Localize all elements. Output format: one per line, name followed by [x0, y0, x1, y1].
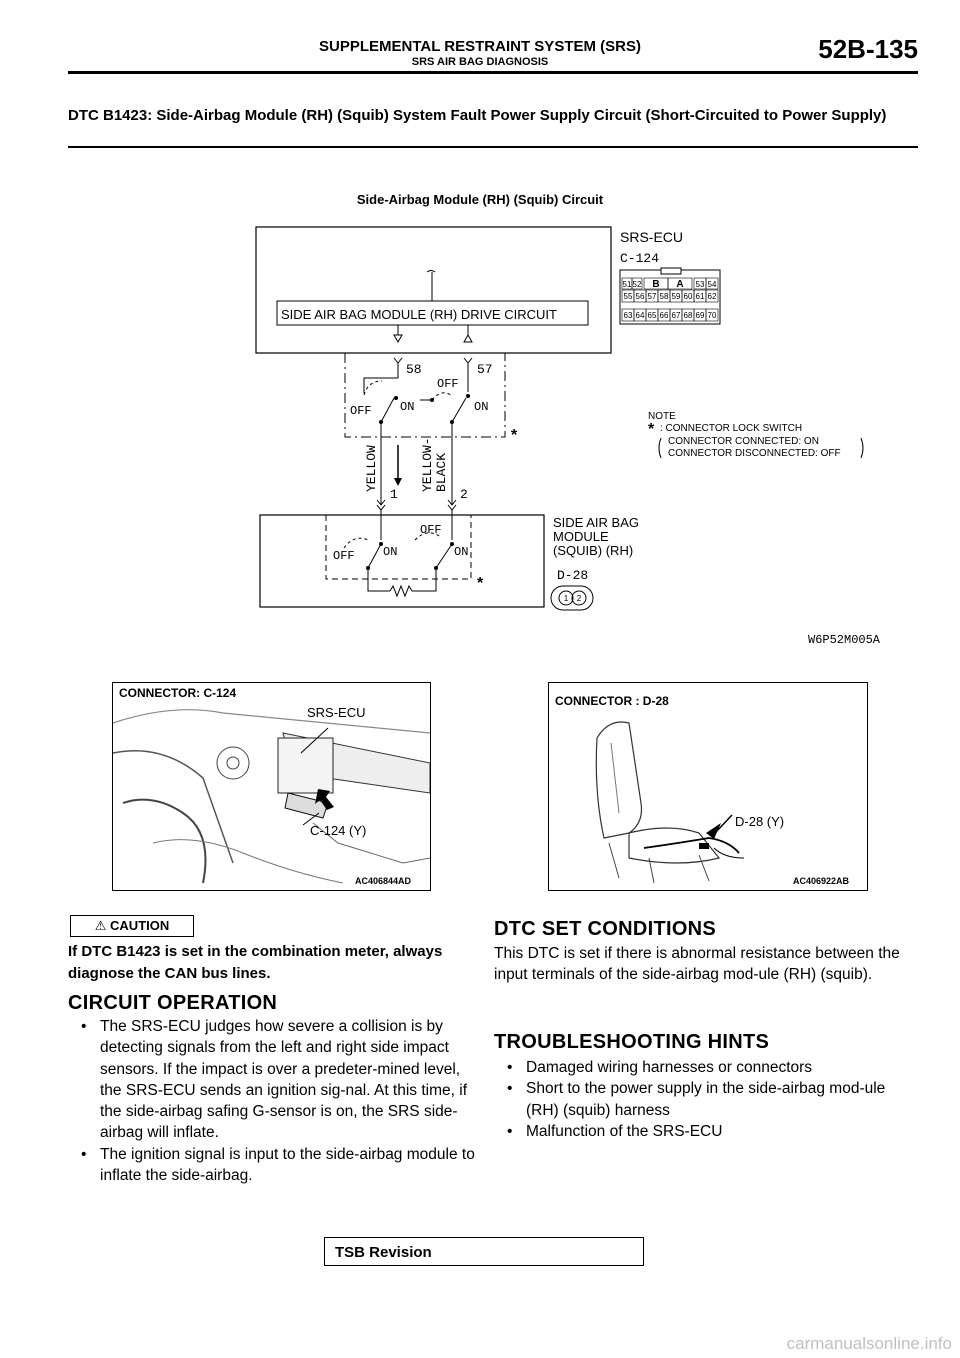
photo-code-suffix: AD — [398, 876, 412, 886]
note-star: * — [648, 421, 655, 438]
caution-text: If DTC B1423 is set in the combination meter, always diagnose the CAN bus lines. — [68, 943, 443, 982]
conn-pin: 64 — [635, 311, 645, 320]
photo-left-callout: C-124 (Y) — [310, 823, 367, 838]
diagram-title: Side-Airbag Module (RH) (Squib) Circuit — [356, 192, 604, 207]
switch-on: ON — [400, 400, 415, 414]
d28-pin: 2 — [576, 594, 582, 603]
conn-pin: 57 — [647, 292, 657, 301]
connector-d28-photo — [548, 682, 868, 891]
conn-pin: 63 — [623, 311, 633, 320]
module-label: (SQUIB) (RH) — [553, 543, 634, 558]
caution-box — [70, 915, 194, 937]
conn-pin: 58 — [659, 292, 669, 301]
ecu-connector-label: C-124 — [620, 251, 660, 266]
list-item: • The SRS-ECU judges how severe a collision is by detecting signals from the left and right side impact sensors. If the impact is over a predeter-mined level, the SRS-ECU sends an ignition sig-nal. At this time, if the side-airbag safing G-sensor is on, the SRS side-airbag will inflate. — [68, 1016, 480, 1144]
switch-off: OFF — [350, 404, 372, 418]
wire-yellow: YELLOW — [364, 445, 379, 492]
conn-pin: 69 — [695, 311, 705, 320]
section-title: SUPPLEMENTAL RESTRAINT SYSTEM (SRS) — [319, 38, 641, 55]
tsb-revision-box: TSB Revision — [324, 1237, 644, 1266]
photo-left-label: CONNECTOR: C-124 — [119, 686, 237, 700]
section-subtitle: SRS AIR BAG DIAGNOSIS — [411, 56, 549, 68]
photo-right-label: CONNECTOR : D-28 — [555, 694, 669, 708]
page-number: 52B-135 — [818, 34, 918, 64]
dtc-title: DTC B1423: Side-Airbag Module (RH) (Squib) System Fault Power Supply Circuit (Short-Circuited to Power Supply) — [68, 107, 887, 124]
conn-pin: 62 — [707, 292, 717, 301]
conn-pin: A — [676, 279, 684, 290]
conn-pin: 65 — [647, 311, 657, 320]
switch-on: ON — [474, 400, 489, 414]
conn-pin: 70 — [707, 311, 717, 320]
wire-yellow-black: YELLOW- — [420, 437, 435, 492]
conn-pin: B — [652, 279, 660, 290]
d28-pin: 1 — [563, 594, 569, 603]
switch-off: OFF — [437, 377, 459, 391]
photo-right-callout: D-28 (Y) — [735, 814, 785, 829]
conn-pin: 60 — [683, 292, 693, 301]
list-item: • Damaged wiring harnesses or connectors — [494, 1057, 918, 1078]
module-label: MODULE — [553, 529, 609, 544]
list-item: • The ignition signal is input to the side-airbag module to inflate the side-airbag. — [68, 1144, 480, 1187]
hints-list — [494, 1057, 918, 1142]
caution-label: CAUTION — [110, 918, 170, 933]
conn-pin: 67 — [671, 311, 681, 320]
terminal-2: 2 — [460, 487, 468, 502]
photo-left-code — [353, 876, 413, 886]
module-connector-label: D-28 — [557, 568, 589, 583]
circuit-operation-heading: CIRCUIT OPERATION — [68, 992, 278, 1014]
note-head: NOTE — [648, 411, 676, 422]
photo-code-suffix: AB — [836, 876, 850, 886]
drawing-code: W6P52M005A — [808, 633, 881, 647]
switch-on: ON — [454, 545, 469, 559]
module-label: SIDE AIR BAG — [553, 515, 639, 530]
circuit-operation-list — [68, 1016, 480, 1186]
dtc-set-heading: DTC SET CONDITIONS — [494, 918, 717, 940]
switch-off: OFF — [420, 523, 442, 537]
conn-pin: 68 — [683, 311, 693, 320]
note-on: CONNECTOR CONNECTED: ON — [668, 436, 819, 447]
connector-c124-photo — [112, 682, 431, 891]
terminal-1: 1 — [390, 487, 398, 502]
note-line: : CONNECTOR LOCK SWITCH — [660, 423, 803, 434]
switch-off: OFF — [333, 549, 355, 563]
photo-left-part: SRS-ECU — [307, 705, 366, 720]
conn-pin: 59 — [671, 292, 681, 301]
photo-code-number: AC406922 — [793, 876, 837, 886]
pin-57: 57 — [477, 362, 493, 377]
conn-pin: 54 — [707, 280, 717, 289]
conn-pin: 53 — [695, 280, 705, 289]
pin-58: 58 — [406, 362, 422, 377]
list-item: • Malfunction of the SRS-ECU — [494, 1121, 918, 1142]
conn-pin: 52 — [632, 280, 642, 289]
star-mark: * — [477, 575, 484, 592]
warning-icon: ⚠ — [94, 918, 107, 933]
wiring-diagram — [0, 0, 960, 660]
srs-ecu-label: SRS-ECU — [620, 229, 684, 245]
photo-right-code — [791, 876, 851, 886]
star-mark: * — [511, 427, 518, 444]
photo-code-number: AC406844 — [355, 876, 399, 886]
watermark: carmanualsonline.info — [786, 1334, 952, 1353]
dtc-set-text: This DTC is set if there is abnormal resistance between the input terminals of the side-airbag mod-ule (RH) (squib). — [494, 945, 900, 984]
conn-pin: 56 — [635, 292, 645, 301]
conn-pin: 61 — [695, 292, 705, 301]
switch-on: ON — [383, 545, 398, 559]
drive-circuit-label: SIDE AIR BAG MODULE (RH) DRIVE CIRCUIT — [281, 307, 557, 322]
wire-yellow-black: BLACK — [434, 452, 449, 492]
conn-pin: 55 — [623, 292, 633, 301]
list-item: • Short to the power supply in the side-airbag mod-ule (RH) (squib) harness — [494, 1078, 918, 1121]
conn-pin: 66 — [659, 311, 669, 320]
note-off: CONNECTOR DISCONNECTED: OFF — [668, 448, 841, 459]
conn-pin: 51 — [622, 280, 632, 289]
hints-heading: TROUBLESHOOTING HINTS — [494, 1031, 770, 1053]
